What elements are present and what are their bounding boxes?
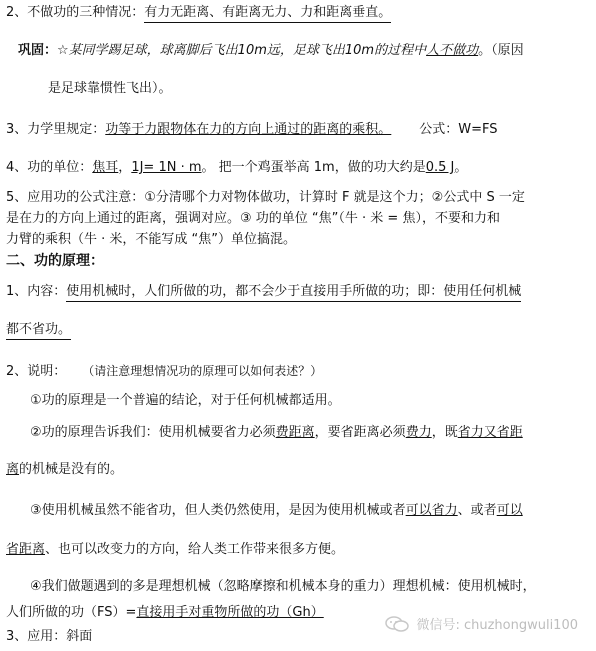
watermark [384, 614, 578, 633]
answer-underline: 人不做功 [426, 43, 479, 58]
answer-underline: 0.5 J [425, 160, 455, 175]
line-8 [6, 231, 296, 249]
text: ③使用机械虽然不能省功，但人类仍然使用，是因为使用机械或者 [30, 503, 406, 518]
line-20 [6, 628, 92, 646]
text: 是足球靠惯性飞出）。 [48, 81, 172, 96]
answer-underline: 可以省力 [405, 503, 458, 518]
answer-underline: 离 [6, 462, 20, 477]
text: 的机械是没有的。 [19, 462, 124, 477]
text: 5、应用功的公式注意：①分清哪个力对物体做功，计算时 F 就是这个力；②公式中 S 一定 [6, 190, 525, 205]
line-6 [6, 189, 525, 207]
answer-underline: 省力又省距 [457, 425, 523, 440]
answer-underline: 直接用手对重物所做的功（Gh） [136, 605, 324, 620]
text: 1、内容： [6, 284, 67, 299]
text: 2、说明： [6, 364, 67, 379]
text: ④我们做题遇到的多是理想机械（忽略摩擦和机械本身的重力）理想机械：使用机械时， [30, 579, 536, 594]
line-15 [6, 461, 123, 479]
answer-underline: 有力无距离、有距离无力、力和距离垂直。 [144, 4, 391, 23]
answer-underline: 功等于力跟物体在力的方向上通过的距离的乘积。 [105, 122, 392, 137]
text: 力臂的乘积（牛 · 米，不能写成 “焦”）单位搞混。 [6, 232, 296, 247]
answer-underline: 1J= 1N · m [131, 160, 202, 175]
label-consolidate: 巩固： [18, 43, 58, 58]
line-1 [6, 4, 391, 23]
text: 2、不做功的三种情况： [6, 5, 145, 20]
text: 。（原因 [478, 43, 524, 58]
line-10 [6, 283, 521, 302]
text: 。 把一个鸡蛋举高 1m，做的功大约是 [201, 160, 426, 175]
line-11 [6, 321, 71, 340]
watermark-text: 微信号: chuzhongwuli100 [416, 618, 578, 633]
line-4 [6, 121, 498, 139]
text: 3、力学里规定： [6, 122, 106, 137]
line-18 [30, 578, 536, 596]
answer-underline: 可以 [496, 503, 523, 518]
answer-underline: 费力 [405, 425, 432, 440]
text: ，要省距离必须 [314, 425, 406, 440]
text: 人们所做的功（FS）= [6, 605, 137, 620]
star-icon: ☆ [57, 43, 69, 58]
answer-underline: 费距离 [275, 425, 315, 440]
line-17 [6, 541, 344, 559]
line-2 [18, 42, 524, 60]
text: 、或者 [457, 503, 497, 518]
heading-text: 二、功的原理： [6, 253, 104, 269]
line-5 [6, 159, 467, 177]
text: 某同学踢足球，球离脚后飞出10m远，足球飞出10m的过程中 [68, 43, 427, 58]
text: 4、功的单位： [6, 160, 93, 175]
line-3 [48, 80, 172, 98]
line-19 [6, 604, 324, 622]
text: 。 [454, 160, 468, 175]
line-12 [6, 362, 322, 381]
line-16 [30, 502, 523, 520]
note: （请注意理想情况功的原理可以如何表述？） [82, 364, 323, 378]
answer-underline: 省距离 [6, 542, 46, 557]
text: 3、应用：斜面 [6, 629, 93, 644]
text: ，既 [431, 425, 458, 440]
text: ①功的原理是一个普遍的结论，对于任何机械都适用。 [30, 393, 341, 408]
line-14 [30, 424, 523, 442]
section-heading [6, 252, 104, 270]
answer-underline: 焦耳 [92, 160, 119, 175]
answer-underline: 都不省功。 [6, 321, 71, 340]
text: 、也可以改变力的方向，给人类工作带来很多方便。 [45, 542, 345, 557]
text: ②功的原理告诉我们：使用机械要省力必须 [30, 425, 276, 440]
text: 是在力的方向上通过的距离，强调对应。③ 功的单位 “焦”（牛 · 米 = 焦），不要和力和 [6, 211, 500, 226]
answer-underline: 使用机械时，人们所做的功，都不会少于直接用手所做的功；即：使用任何机械 [66, 283, 521, 302]
line-7 [6, 210, 500, 228]
text: ， [118, 160, 132, 175]
text: 公式：W=FS [419, 122, 498, 137]
wechat-icon [384, 615, 410, 633]
line-13 [30, 392, 341, 410]
